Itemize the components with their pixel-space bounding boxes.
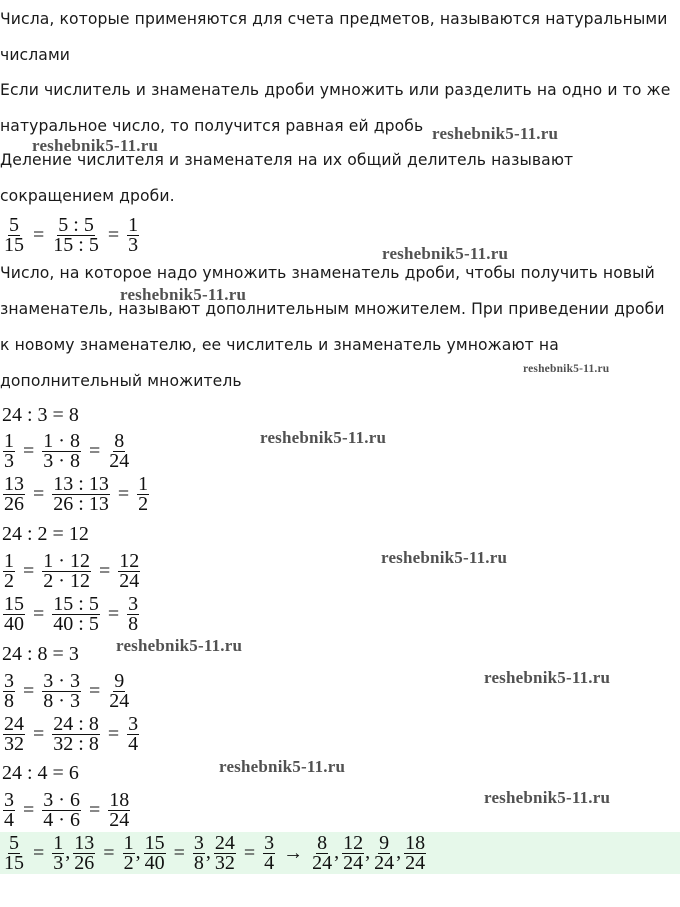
numerator: 12 bbox=[119, 549, 140, 572]
fraction bbox=[3, 592, 25, 635]
rule-natural-numbers-line2: числами bbox=[0, 46, 71, 64]
fraction-equation bbox=[2, 430, 131, 472]
equals-sign: = bbox=[23, 679, 35, 702]
numerator: 24 bbox=[4, 712, 24, 735]
comma: , bbox=[135, 841, 141, 863]
denominator: 24 bbox=[312, 851, 333, 874]
equals-sign: = bbox=[33, 223, 45, 246]
numerator: 18 bbox=[405, 831, 426, 854]
equals-sign: = bbox=[103, 841, 115, 864]
numerator: 18 bbox=[109, 788, 130, 811]
equals-sign: = bbox=[88, 679, 101, 702]
fraction bbox=[73, 831, 95, 874]
watermark: reshebnik5-11.ru bbox=[382, 244, 509, 263]
fraction bbox=[193, 831, 205, 874]
arrow: → bbox=[283, 841, 304, 864]
equals-sign: = bbox=[88, 439, 101, 462]
numerator: 1 bbox=[53, 831, 64, 854]
denominator: 24 bbox=[109, 689, 130, 712]
fraction bbox=[42, 788, 81, 831]
equals-sign: = bbox=[173, 841, 185, 864]
numerator: 24 bbox=[214, 831, 235, 854]
equals-sign: = bbox=[88, 798, 101, 821]
fraction bbox=[42, 669, 81, 712]
equals-sign: = bbox=[107, 602, 120, 625]
numerator: 8 bbox=[317, 831, 328, 854]
comma: , bbox=[334, 841, 340, 863]
fraction bbox=[342, 831, 364, 874]
rule-equal-fraction-line2: натуральное число, то получится равная ей дробь bbox=[0, 117, 424, 135]
denominator: 3 · 8 bbox=[43, 449, 80, 472]
equals-sign: = bbox=[107, 722, 120, 745]
fraction bbox=[144, 831, 166, 874]
equals-sign: = bbox=[243, 841, 256, 864]
watermark: reshebnik5-11.ru bbox=[116, 636, 243, 655]
denominator: 24 bbox=[405, 851, 426, 874]
denominator: 4 bbox=[264, 851, 275, 874]
fraction bbox=[3, 429, 15, 472]
fraction bbox=[108, 429, 130, 472]
numerator: 13 : 13 bbox=[53, 472, 109, 495]
fraction-equation bbox=[2, 473, 150, 515]
fraction-equation bbox=[2, 713, 140, 755]
fraction bbox=[127, 592, 139, 635]
numerator: 1 · 12 bbox=[43, 549, 90, 572]
numerator: 15 bbox=[4, 592, 24, 615]
denominator: 24 bbox=[343, 851, 364, 874]
fraction bbox=[52, 831, 64, 874]
comma: , bbox=[205, 841, 211, 863]
equals-sign: = bbox=[23, 439, 35, 462]
equals-sign: = bbox=[33, 602, 45, 625]
denominator: 4 bbox=[4, 808, 14, 831]
rule-natural-numbers-line1: Числа, которые применяются для счета предметов, называются натуральными bbox=[0, 10, 668, 28]
comma: , bbox=[365, 841, 371, 863]
denominator: 15 bbox=[4, 851, 24, 874]
denominator: 4 · 6 bbox=[43, 808, 80, 831]
watermark: reshebnik5-11.ru bbox=[32, 136, 159, 155]
denominator: 8 bbox=[128, 612, 139, 635]
fraction bbox=[42, 549, 91, 592]
denominator: 24 bbox=[109, 449, 130, 472]
fraction bbox=[52, 213, 100, 256]
extra-factor-calc: 24 : 3 = 8 bbox=[2, 404, 79, 426]
fraction bbox=[52, 472, 110, 515]
equals-sign: = bbox=[33, 841, 45, 864]
fraction bbox=[3, 549, 15, 592]
numerator: 3 bbox=[4, 788, 14, 811]
fraction bbox=[137, 472, 149, 515]
numerator: 3 bbox=[4, 669, 14, 692]
denominator: 24 bbox=[119, 569, 140, 592]
watermark: reshebnik5-11.ru bbox=[432, 124, 559, 143]
numerator: 3 bbox=[128, 712, 139, 735]
fraction bbox=[3, 669, 15, 712]
denominator: 2 bbox=[4, 569, 14, 592]
extra-factor-calc: 24 : 4 = 6 bbox=[2, 762, 79, 784]
denominator: 3 bbox=[128, 233, 139, 256]
rule-equal-fraction-line1: Если числитель и знаменатель дроби умножить или разделить на одно и то же bbox=[0, 81, 671, 99]
fraction bbox=[311, 831, 333, 874]
fraction bbox=[3, 788, 15, 831]
fraction-equation bbox=[2, 670, 131, 712]
numerator: 15 bbox=[144, 831, 165, 854]
rule-extra-factor-line1: Число, на которое надо умножить знаменатель дроби, чтобы получить новый bbox=[0, 264, 655, 282]
fraction-equation bbox=[2, 789, 131, 831]
watermark: reshebnik5-11.ru bbox=[219, 757, 346, 776]
equals-sign: = bbox=[117, 482, 130, 505]
denominator: 24 bbox=[374, 851, 395, 874]
fraction bbox=[42, 429, 81, 472]
reduction-example bbox=[2, 214, 140, 256]
numerator: 1 bbox=[128, 213, 139, 236]
equals-sign: = bbox=[107, 223, 120, 246]
fraction bbox=[3, 472, 25, 515]
fraction-equation bbox=[2, 593, 140, 635]
denominator: 3 bbox=[53, 851, 64, 874]
numerator: 3 bbox=[193, 831, 204, 854]
watermark: reshebnik5-11.ru bbox=[260, 428, 387, 447]
comma: , bbox=[65, 841, 71, 863]
watermark: reshebnik5-11.ru bbox=[484, 788, 611, 807]
fraction bbox=[52, 592, 100, 635]
numerator: 1 · 8 bbox=[43, 429, 80, 452]
numerator: 13 bbox=[4, 472, 24, 495]
numerator: 9 bbox=[379, 831, 390, 854]
denominator: 40 : 5 bbox=[53, 612, 99, 635]
denominator: 2 bbox=[123, 851, 134, 874]
rule-reduction-line2: сокращением дроби. bbox=[0, 187, 175, 205]
denominator: 8 bbox=[4, 689, 14, 712]
numerator: 8 bbox=[114, 429, 125, 452]
equals-sign: = bbox=[98, 559, 111, 582]
watermark: reshebnik5-11.ru bbox=[120, 285, 247, 304]
comma: , bbox=[396, 841, 402, 863]
numerator: 1 bbox=[138, 472, 149, 495]
fraction-equation bbox=[2, 550, 141, 592]
denominator: 15 : 5 bbox=[53, 233, 99, 256]
final-answer bbox=[2, 832, 427, 874]
denominator: 26 bbox=[4, 492, 24, 515]
extra-factor-calc: 24 : 8 = 3 bbox=[2, 643, 79, 665]
denominator: 40 bbox=[144, 851, 165, 874]
denominator: 32 bbox=[4, 732, 24, 755]
fraction bbox=[52, 712, 100, 755]
rule-extra-factor-line4: дополнительный множитель bbox=[0, 372, 242, 390]
fraction bbox=[108, 788, 130, 831]
denominator: 24 bbox=[109, 808, 130, 831]
fraction bbox=[373, 831, 395, 874]
numerator: 24 : 8 bbox=[53, 712, 99, 735]
extra-factor-calc: 24 : 2 = 12 bbox=[2, 523, 89, 545]
denominator: 2 bbox=[138, 492, 149, 515]
numerator: 3 · 6 bbox=[43, 788, 80, 811]
fraction bbox=[123, 831, 135, 874]
fraction bbox=[214, 831, 236, 874]
fraction bbox=[3, 831, 25, 874]
denominator: 26 bbox=[74, 851, 95, 874]
denominator: 8 bbox=[193, 851, 204, 874]
fraction bbox=[118, 549, 140, 592]
numerator: 1 bbox=[123, 831, 134, 854]
numerator: 5 : 5 bbox=[58, 213, 94, 236]
denominator: 3 bbox=[4, 449, 14, 472]
rule-extra-factor-line2: знаменатель, называют дополнительным множителем. При приведении дроби bbox=[0, 300, 665, 318]
rule-extra-factor-line3: к новому знаменателю, ее числитель и знаменатель умножают на bbox=[0, 336, 559, 354]
numerator: 15 : 5 bbox=[53, 592, 99, 615]
numerator: 3 bbox=[264, 831, 275, 854]
numerator: 1 bbox=[4, 549, 14, 572]
denominator: 15 bbox=[4, 233, 24, 256]
rule-reduction-line1: Деление числителя и знаменателя на их общий делитель называют bbox=[0, 151, 574, 169]
watermark: reshebnik5-11.ru bbox=[523, 363, 610, 375]
denominator: 4 bbox=[128, 732, 139, 755]
equals-sign: = bbox=[33, 722, 45, 745]
numerator: 5 bbox=[9, 213, 19, 236]
watermark: reshebnik5-11.ru bbox=[381, 548, 508, 567]
fraction bbox=[263, 831, 275, 874]
denominator: 40 bbox=[4, 612, 24, 635]
fraction bbox=[404, 831, 426, 874]
numerator: 5 bbox=[9, 831, 19, 854]
numerator: 1 bbox=[4, 429, 14, 452]
numerator: 13 bbox=[74, 831, 95, 854]
numerator: 12 bbox=[343, 831, 364, 854]
fraction bbox=[3, 213, 25, 256]
denominator: 8 · 3 bbox=[43, 689, 80, 712]
fraction bbox=[108, 669, 130, 712]
equals-sign: = bbox=[23, 559, 35, 582]
watermark: reshebnik5-11.ru bbox=[484, 668, 611, 687]
equals-sign: = bbox=[23, 798, 35, 821]
denominator: 32 bbox=[214, 851, 235, 874]
fraction bbox=[3, 712, 25, 755]
numerator: 3 bbox=[128, 592, 139, 615]
fraction bbox=[127, 712, 139, 755]
fraction bbox=[127, 213, 139, 256]
numerator: 9 bbox=[114, 669, 125, 692]
denominator: 32 : 8 bbox=[53, 732, 99, 755]
denominator: 26 : 13 bbox=[53, 492, 109, 515]
numerator: 3 · 3 bbox=[43, 669, 80, 692]
denominator: 2 · 12 bbox=[43, 569, 90, 592]
equals-sign: = bbox=[33, 482, 45, 505]
